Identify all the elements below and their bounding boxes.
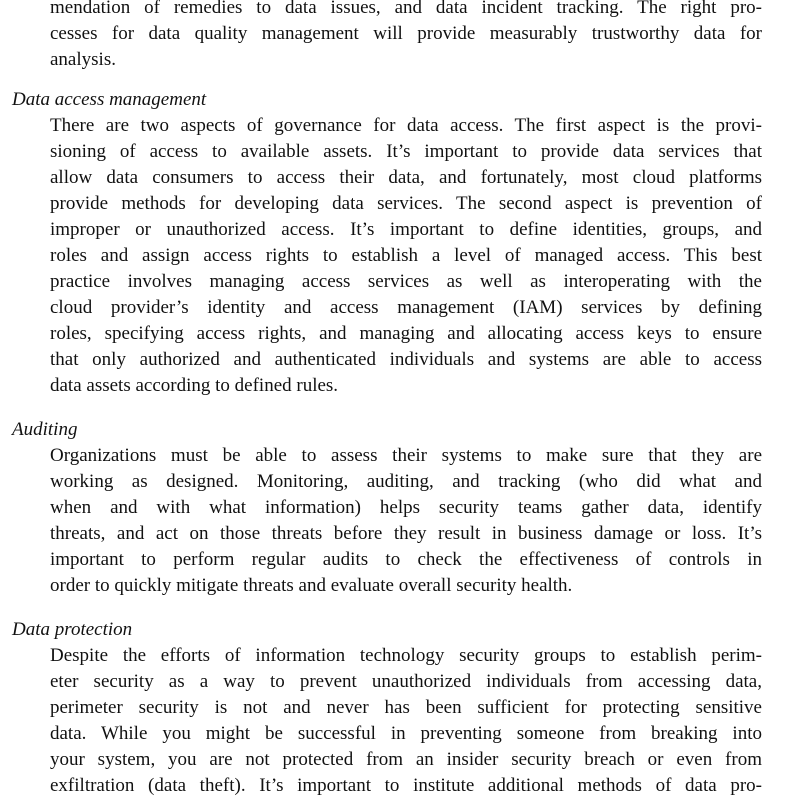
paragraph-line: There are two aspects of governance for data access. The first aspect is the provi- — [50, 115, 762, 136]
section-heading-data-access-management: Data access management — [12, 89, 207, 110]
paragraph-line: analysis. — [50, 49, 116, 70]
paragraph-line: mendation of remedies to data issues, and data incident tracking. The right pro- — [50, 0, 762, 18]
paragraph-line: working as designed. Monitoring, auditing, and tracking (who did what and — [50, 471, 762, 492]
paragraph-line: your system, you are not protected from an insider security breach or even from — [50, 749, 762, 770]
paragraph-line: threats, and act on those threats before they result in business damage or loss. It’s — [50, 523, 762, 544]
paragraph-line: exfiltration (data theft). It’s important to institute additional methods of data pro- — [50, 775, 762, 796]
paragraph-line: practice involves managing access services as well as interoperating with the — [50, 271, 762, 292]
section-heading-data-protection: Data protection — [12, 619, 133, 640]
paragraph-line: cesses for data quality management will provide measurably trustworthy data for — [50, 23, 762, 44]
paragraph-line: when and with what information) helps security teams gather data, identify — [50, 497, 762, 518]
paragraph-line: important to perform regular audits to check the effectiveness of controls in — [50, 549, 762, 570]
paragraph-line: sioning of access to available assets. It’s important to provide data services that — [50, 141, 762, 162]
paragraph-line: order to quickly mitigate threats and evaluate overall security health. — [50, 575, 573, 596]
paragraph-line: perimeter security is not and never has been sufficient for protecting sensitive — [50, 697, 762, 718]
paragraph-line: provide methods for developing data services. The second aspect is prevention of — [50, 193, 762, 214]
paragraph-line: Despite the efforts of information technology security groups to establish perim- — [50, 645, 762, 666]
paragraph-line: cloud provider’s identity and access management (IAM) services by defining — [50, 297, 762, 318]
paragraph-line: roles, specifying access rights, and managing and allocating access keys to ensure — [50, 323, 762, 344]
paragraph-line: improper or unauthorized access. It’s important to define identities, groups, and — [50, 219, 762, 240]
paragraph-line: roles and assign access rights to establish a level of managed access. This best — [50, 245, 762, 266]
paragraph-line: Organizations must be able to assess their systems to make sure that they are — [50, 445, 762, 466]
paragraph-line: that only authorized and authenticated individuals and systems are able to access — [50, 349, 762, 370]
section-heading-auditing: Auditing — [12, 419, 78, 440]
paragraph-line: eter security as a way to prevent unauthorized individuals from accessing data, — [50, 671, 762, 692]
paragraph-line: data. While you might be successful in preventing someone from breaking into — [50, 723, 762, 744]
paragraph-line: data assets according to defined rules. — [50, 375, 339, 396]
paragraph-line: allow data consumers to access their data, and fortunately, most cloud platforms — [50, 167, 762, 188]
